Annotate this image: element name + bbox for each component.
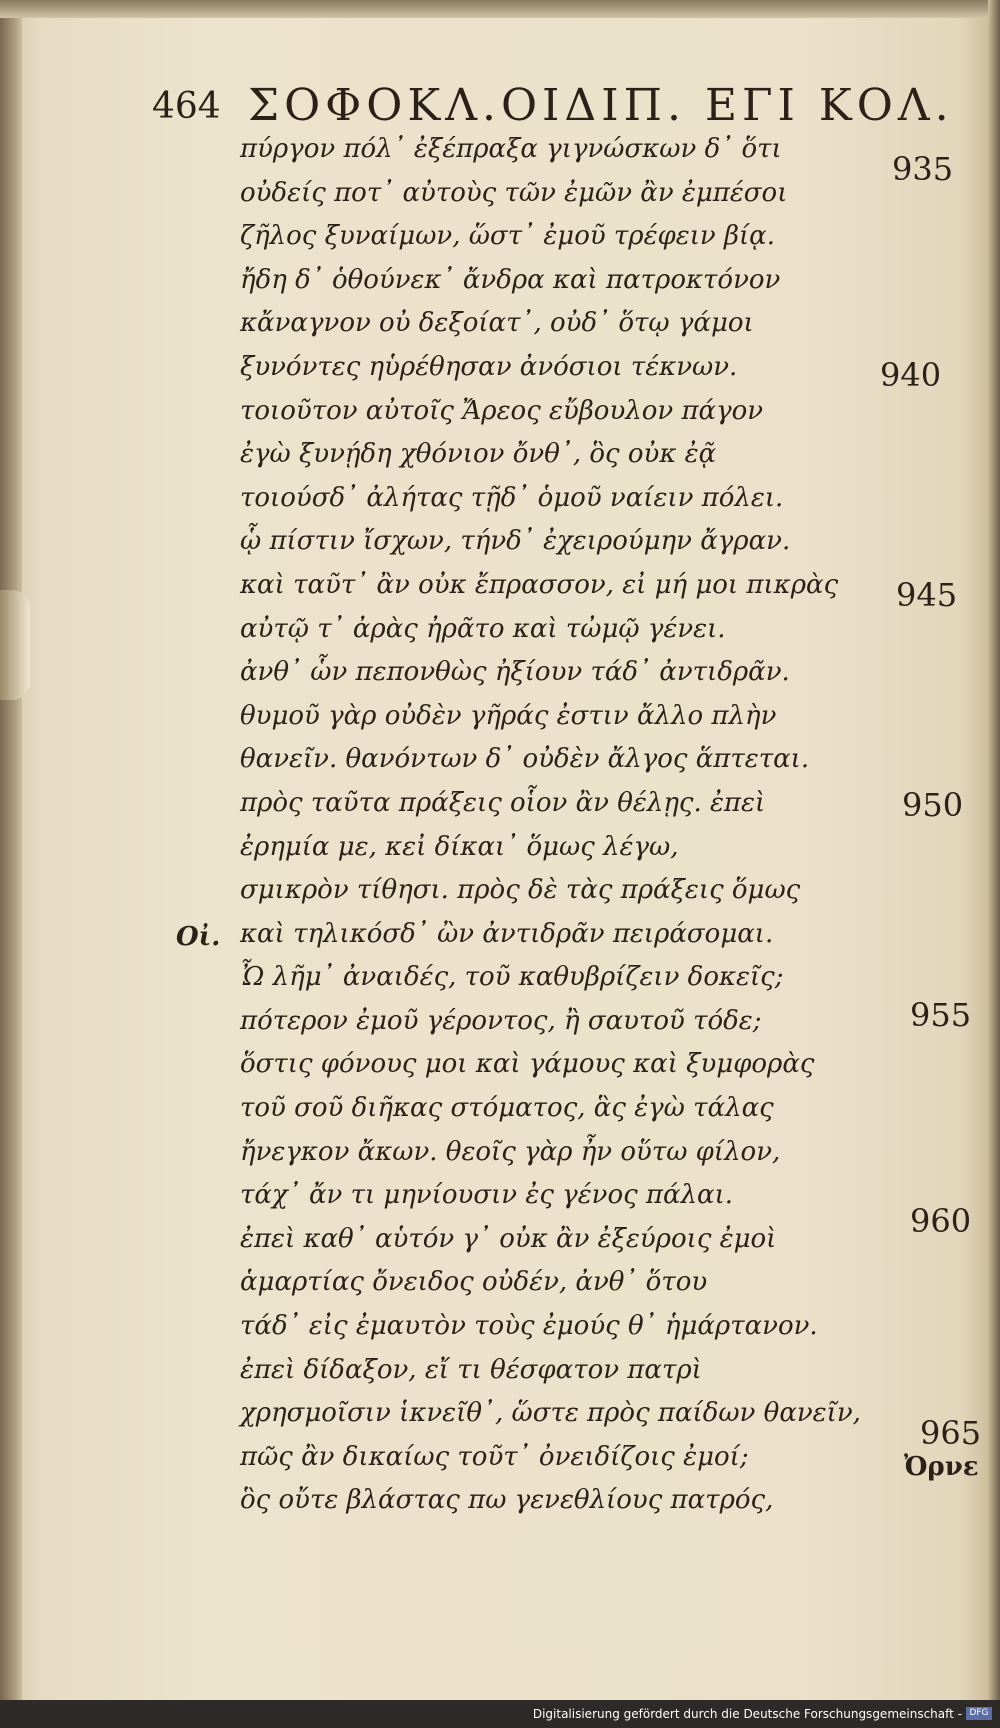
book-spine	[0, 0, 22, 1728]
verse-line: πότερον ἐμοῦ γέροντος, ἢ σαυτοῦ τόδε;	[240, 1005, 762, 1036]
dfg-logo-icon: DFG	[966, 1707, 992, 1720]
verse-line: οὐδείς ποτ᾽ αὐτοὺς τῶν ἐμῶν ἂν ἐμπέσοι	[240, 177, 788, 208]
verse-line: ἐπεὶ καθ᾽ αὑτόν γ᾽ οὐκ ἂν ἐξεύροις ἐμοὶ	[240, 1223, 777, 1254]
page-right-edge	[988, 0, 1000, 1728]
verse-line: σμικρὸν τίθησι. πρὸς δὲ τὰς πράξεις ὅμως	[240, 875, 801, 906]
line-number: 935	[892, 150, 954, 188]
verse-line: ἁμαρτίας ὄνειδος οὐδέν, ἀνθ᾽ ὅτου	[240, 1267, 708, 1298]
verse-line: αὐτῷ τ᾽ ἀρὰς ἠρᾶτο καὶ τὠμῷ γένει.	[240, 613, 726, 644]
verse-line: ζῆλος ξυναίμων, ὥστ᾽ ἐμοῦ τρέφειν βίᾳ.	[240, 221, 776, 252]
verse-line: τοῦ σοῦ διῆκας στόματος, ἃς ἐγὼ τάλας	[240, 1093, 774, 1124]
verse-line: ἐγὼ ξυνῄδη χθόνιον ὄνθ᾽, ὃς οὐκ ἐᾷ	[240, 439, 717, 470]
verse-line: ὅστις φόνους μοι καὶ γάμους καὶ ξυμφορὰς	[240, 1049, 815, 1080]
verse-line: ξυνόντες ηὑρέθησαν ἀνόσιοι τέκνων.	[240, 351, 738, 382]
verse-line: ὃς οὔτε βλάστας πω γενεθλίους πατρός,	[240, 1485, 774, 1516]
verse-line: ἐπεὶ δίδαξον, εἴ τι θέσφατον πατρὶ	[240, 1354, 702, 1385]
verse-line: πῶς ἂν δικαίως τοῦτ᾽ ὀνειδίζοις ἐμοί;	[240, 1441, 749, 1472]
verse-line: κἄναγνον οὐ δεξοίατ᾽, οὐδ᾽ ὅτῳ γάμοι	[240, 308, 754, 339]
verse-line: πρὸς ταῦτα πράξεις οἷον ἂν θέλῃς. ἐπεὶ	[240, 787, 766, 818]
verse-line: πύργον πόλ᾽ ἐξέπραξα γιγνώσκων δ᾽ ὅτι	[240, 134, 782, 164]
verse-lines	[240, 128, 861, 1523]
verse-line: χρησμοῖσιν ἱκνεῖθ᾽, ὥστε πρὸς παίδων θανεῖν,	[240, 1398, 861, 1429]
page-number: 464	[152, 86, 221, 127]
running-title: ΣΟΦΟΚΛ.ΟΙΔΙΠ. ΕΓΙ ΚΟΛ.	[248, 80, 954, 131]
line-number: 960	[910, 1202, 972, 1240]
verse-line: ᾧ πίστιν ἴσχων, τήνδ᾽ ἐχειρούμην ἄγραν.	[240, 526, 791, 557]
verse-line: ἀνθ᾽ ὧν πεπονθὼς ἠξίουν τάδ᾽ ἀντιδρᾶν.	[240, 657, 790, 688]
speaker-label: Οἰ.	[176, 922, 221, 952]
verse-line: θυμοῦ γὰρ οὐδὲν γῆράς ἐστιν ἄλλο πλὴν	[240, 700, 777, 731]
page-clasp	[0, 590, 30, 700]
verse-line: θανεῖν. θανόντων δ᾽ οὐδὲν ἄλγος ἅπτεται.	[240, 744, 810, 775]
verse-line: ἐρημία με, κεἰ δίκαι᾽ ὅμως λέγω,	[240, 831, 679, 862]
verse-line: ἤδη δ᾽ ὁθούνεκ᾽ ἄνδρα καὶ πατροκτόνον	[240, 264, 781, 295]
line-number: 940	[880, 356, 942, 394]
catchword: Ὀρνε	[904, 1452, 979, 1482]
verse-line: καὶ ταῦτ᾽ ἂν οὐκ ἔπρασσον, εἰ μή μοι πικρὰς	[240, 569, 839, 600]
line-number: 955	[910, 996, 972, 1034]
verse-line: ἤνεγκον ἄκων. θεοῖς γὰρ ἦν οὕτω φίλον,	[240, 1136, 781, 1167]
verse-line: τάχ᾽ ἄν τι μηνίουσιν ἐς γένος πάλαι.	[240, 1180, 734, 1211]
verse-line: καὶ τηλικόσδ᾽ ὢν ἀντιδρᾶν πειράσομαι.	[240, 918, 774, 949]
line-number: 965	[920, 1414, 982, 1452]
line-number: 945	[896, 576, 958, 614]
footer-credit: Digitalisierung gefördert durch die Deutsche Forschungsgemeinschaft -	[532, 1707, 962, 1721]
verse-line: τοιούσδ᾽ ἀλήτας τῇδ᾽ ὁμοῦ ναίειν πόλει.	[240, 482, 784, 513]
verse-line: τοιοῦτον αὐτοῖς Ἄρεος εὔβουλον πάγον	[240, 395, 764, 426]
running-head	[152, 80, 952, 130]
verse-line: τάδ᾽ εἰς ἐμαυτὸν τοὺς ἐμούς θ᾽ ἡμάρτανον.	[240, 1311, 818, 1342]
line-number: 950	[902, 786, 964, 824]
page-top-edge	[0, 0, 1000, 18]
verse-line: Ὦ λῆμ᾽ ἀναιδές, τοῦ καθυβρίζειν δοκεῖς;	[240, 962, 784, 993]
digitization-footer	[0, 1700, 1000, 1728]
